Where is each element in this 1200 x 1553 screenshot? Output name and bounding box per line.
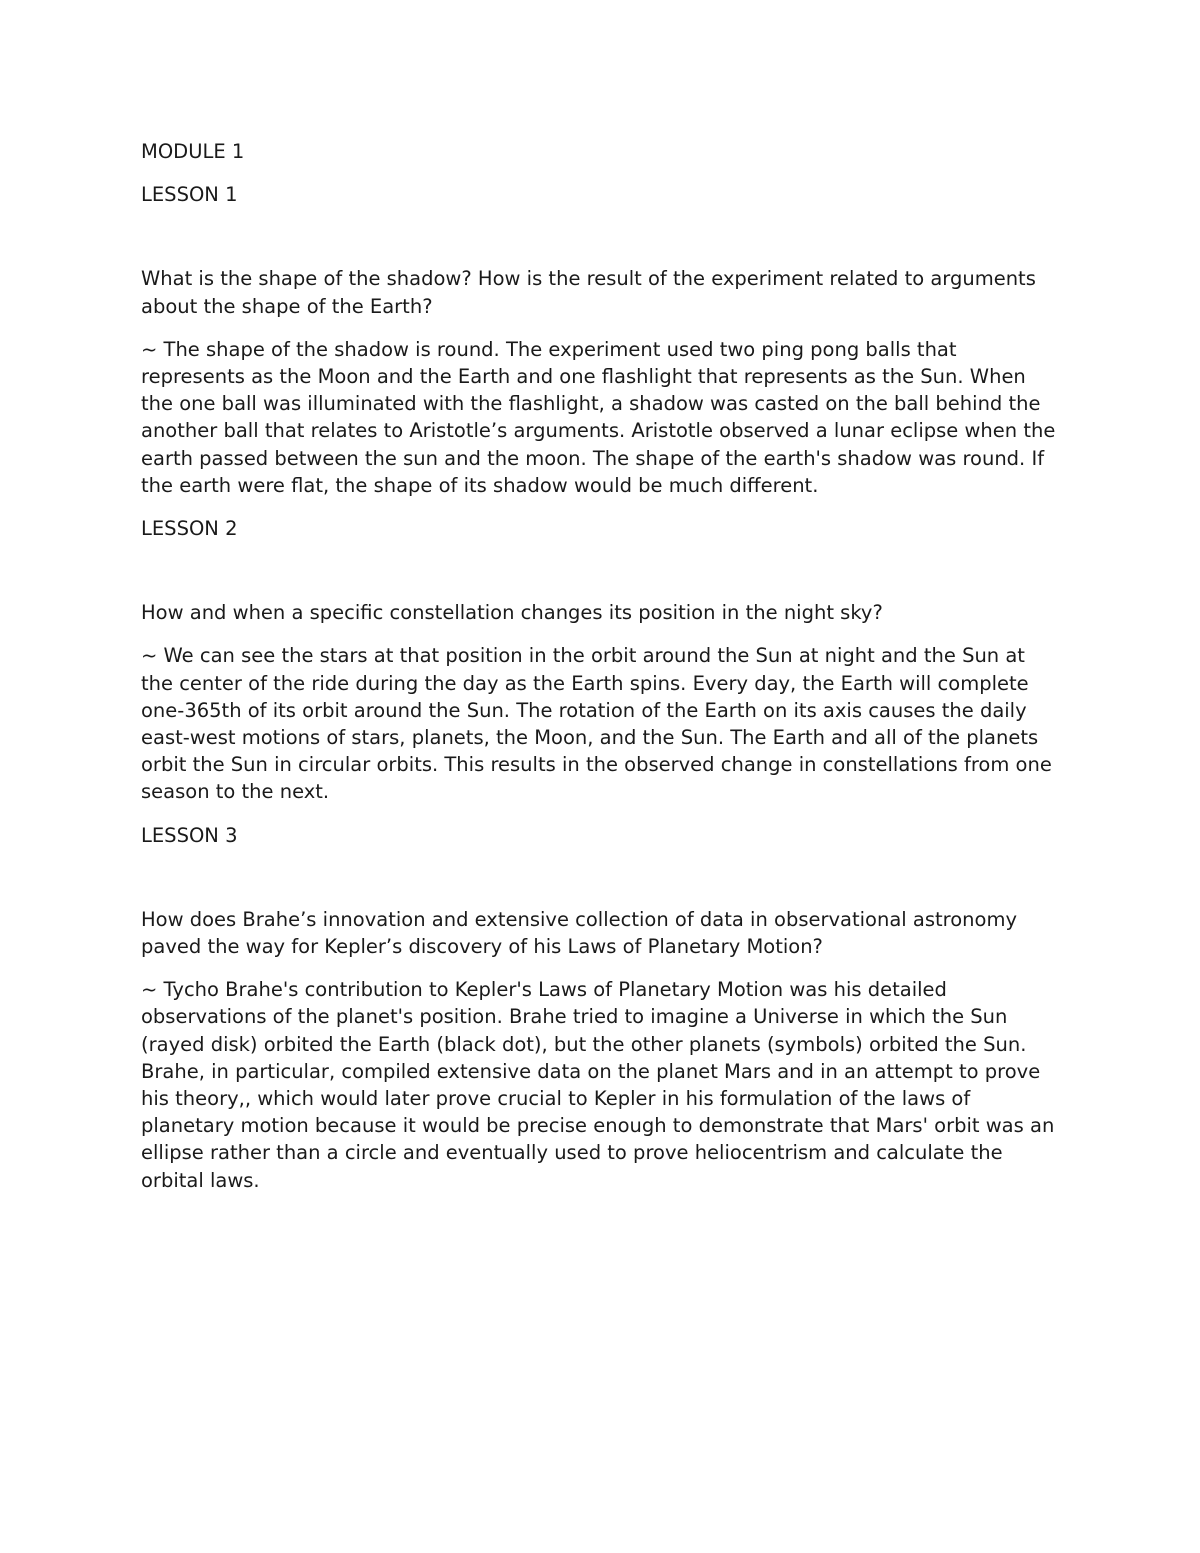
lesson-2-answer: ~ We can see the stars at that position in the orbit around the Sun at night and the Sun at the center of the ride during the day as the Earth spins. Every day, the Earth will complete one-365th of its orbit around the Sun. The rotation of the Earth on its axis causes the daily east-west motions of stars, planets, the Moon, and the Sun. The Earth and all of the planets orbit the Sun in circular orbits. This results in the observed change in constellations from one season to the next.	[141, 644, 1052, 804]
document-page	[141, 138, 1056, 1210]
lesson-1-question: What is the shape of the shadow? How is the result of the experiment related to arguments about the shape of the Earth?	[141, 267, 1036, 318]
module-title: MODULE 1	[141, 140, 245, 163]
lesson-2-section	[141, 515, 1056, 806]
lesson-1-heading: LESSON 1	[141, 183, 238, 207]
lesson-2-heading: LESSON 2	[141, 517, 238, 541]
lesson-2-question: How and when a specific constellation changes its position in the night sky?	[141, 601, 883, 625]
lesson-3-question: How does Brahe’s innovation and extensive collection of data in observational astronomy paved the way for Kepler’s discovery of his Laws of Planetary Motion?	[141, 907, 1017, 959]
lesson-3-answer: ~ Tycho Brahe's contribution to Kepler's Laws of Planetary Motion was his detailed observations of the planet's position. Brahe tried to imagine a Universe in which the Sun (rayed disk) orbited the Earth (black dot), but the other planets (symbols) orbited the Sun. Brahe, in particular, compiled extensive data on the planet Mars and in an attempt to prove his theory,, which would later prove crucial to Kepler in his formulation of the laws of planetary motion because it would be precise enough to demonstrate that Mars' orbit was an ellipse rather than a circle and eventually used to prove heliocentrism and calculate the orbital laws.	[141, 978, 1055, 1192]
lesson-3-section	[141, 822, 1056, 1194]
lesson-1-section	[141, 181, 1056, 499]
lesson-3-heading: LESSON 3	[141, 823, 238, 847]
lesson-1-answer: ~ The shape of the shadow is round. The experiment used two ping pong balls that represents as the Moon and the Earth and one flashlight that represents as the Sun. When the one ball was illuminated with the flashlight, a shadow was casted on the ball behind the another ball that relates to Aristotle’s arguments. Aristotle observed a lunar eclipse when the earth passed between the sun and the moon. The shape of the earth's shadow was round. If the earth were flat, the shape of its shadow would be much different.	[141, 337, 1056, 497]
